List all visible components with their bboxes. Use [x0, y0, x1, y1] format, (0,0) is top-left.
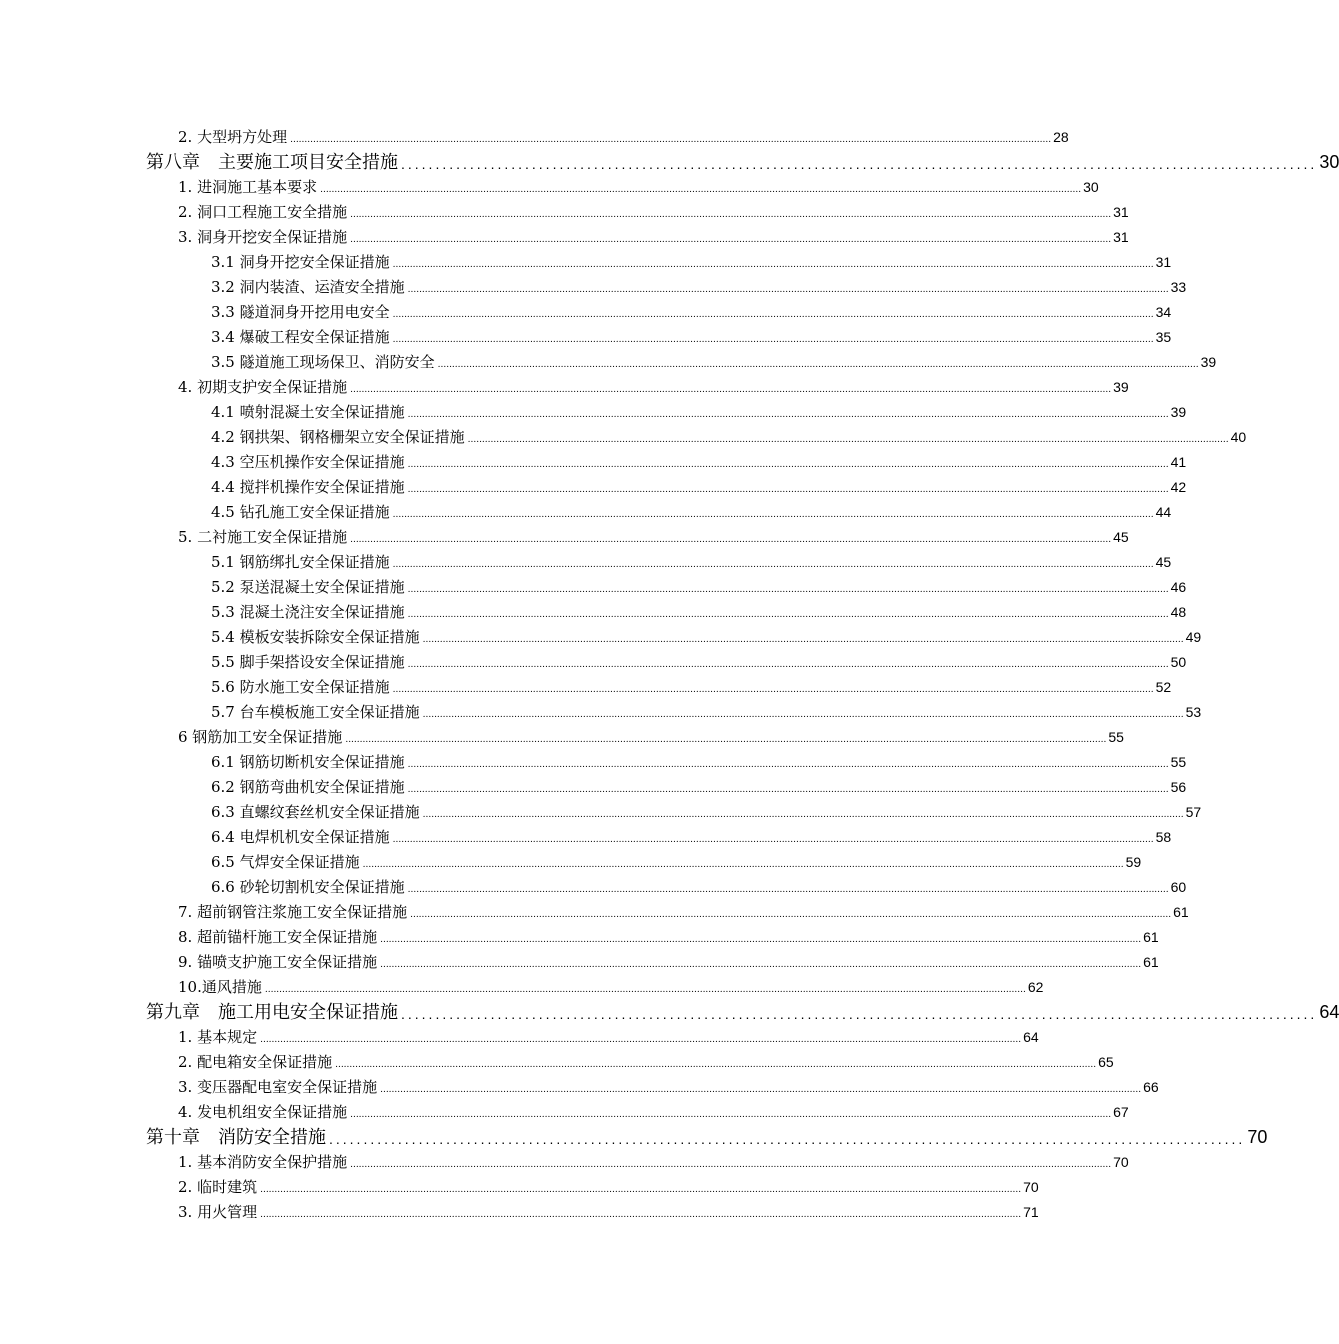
- toc-entry[interactable]: [0, 575, 1187, 600]
- toc-entry[interactable]: [0, 325, 1172, 350]
- toc-entry-label: 9. 锚喷支护施工安全保证措施: [178, 953, 378, 971]
- toc-page-number: 39: [1113, 379, 1129, 395]
- toc-page-number: 50: [1170, 654, 1187, 670]
- toc-page-number: 65: [1098, 1054, 1114, 1070]
- toc-dot-leader: ..........................................................................................................................................................................................................................................................................: [407, 785, 1169, 795]
- toc-page-number: 70: [1113, 1154, 1129, 1170]
- toc-entry[interactable]: [0, 800, 1202, 825]
- toc-dot-leader: ..........................................................................................................................................................................................................................................................................: [407, 410, 1169, 420]
- toc-entry[interactable]: [0, 625, 1202, 650]
- toc-entry-label: 5.4 模板安装拆除安全保证措施: [211, 628, 420, 646]
- toc-entry[interactable]: [0, 700, 1202, 725]
- toc-page-number: 64: [1319, 1002, 1339, 1022]
- toc-entry[interactable]: [0, 1025, 1039, 1050]
- toc-entry[interactable]: [0, 675, 1172, 700]
- toc-dot-leader: ..........................................................................................................................................................................................................................................................................: [290, 135, 1052, 145]
- toc-chapter-entry[interactable]: [0, 1125, 1268, 1150]
- toc-entry[interactable]: [0, 875, 1187, 900]
- toc-entry[interactable]: [0, 1050, 1114, 1075]
- toc-entry[interactable]: [0, 600, 1187, 625]
- toc-dot-leader: ..........................................................................................................................................................................................................................................................................: [264, 985, 1026, 995]
- toc-entry-label: 3.4 爆破工程安全保证措施: [211, 328, 390, 346]
- toc-entry[interactable]: [0, 1200, 1039, 1225]
- toc-entry[interactable]: [0, 550, 1172, 575]
- toc-page-number: 40: [1230, 429, 1247, 445]
- toc-entry-label: 1. 基本消防安全保护措施: [178, 1153, 348, 1171]
- toc-entry[interactable]: [0, 825, 1172, 850]
- toc-page-number: 53: [1185, 704, 1202, 720]
- toc-entry-label: 1. 基本规定: [178, 1028, 258, 1046]
- toc-entry[interactable]: [0, 525, 1129, 550]
- toc-page-number: 62: [1027, 979, 1044, 995]
- toc-page-number: 61: [1173, 904, 1189, 920]
- toc-page-number: 42: [1170, 479, 1187, 495]
- toc-dot-leader: ..........................................................................................................................................................................................................................................................................: [392, 835, 1154, 845]
- toc-entry-label: 6.1 钢筋切断机安全保证措施: [211, 753, 405, 771]
- toc-page-number: 52: [1155, 679, 1172, 695]
- toc-entry[interactable]: [0, 300, 1172, 325]
- toc-dot-leader: ..........................................................................................................................................................................................................................................................................: [335, 1060, 1097, 1070]
- toc-page-number: 55: [1108, 729, 1124, 745]
- toc-entry[interactable]: [0, 1150, 1129, 1175]
- toc-entry[interactable]: [0, 750, 1187, 775]
- toc-dot-leader: ..........................................................................................................................................................................................................................................................................: [392, 335, 1154, 345]
- toc-dot-leader: ..........................................................................................................................................................................................................................................................................: [407, 885, 1169, 895]
- toc-entry-label: 第九章 施工用电安全保证措施: [146, 1002, 398, 1022]
- toc-entry[interactable]: [0, 225, 1129, 250]
- toc-dot-leader: ..........................................................................................................................................................................................................................................................................: [350, 385, 1112, 395]
- toc-entry-label: 4.2 钢拱架、钢格栅架立安全保证措施: [211, 428, 465, 446]
- toc-entry-label: 2. 临时建筑: [178, 1178, 258, 1196]
- toc-entry[interactable]: [0, 350, 1217, 375]
- toc-entry-label: 3.1 洞身开挖安全保证措施: [211, 253, 390, 271]
- toc-dot-leader: ..........................................................................................................................................................................................................................................................................: [350, 1110, 1112, 1120]
- toc-dot-leader: ..........................................................................................................................................................................................................................................................................: [392, 310, 1154, 320]
- toc-chapter-entry[interactable]: [0, 150, 1339, 175]
- toc-dot-leader: ..........................................................................................................................................................................................................................................................................: [407, 610, 1169, 620]
- toc-entry-label: 5. 二衬施工安全保证措施: [178, 528, 348, 546]
- toc-dot-leader: ..........................................................................................................................................................................................................................................................................: [422, 635, 1184, 645]
- toc-entry-label: 7. 超前钢管注浆施工安全保证措施: [178, 903, 408, 921]
- toc-page-number: 56: [1170, 779, 1187, 795]
- toc-entry[interactable]: [0, 175, 1099, 200]
- toc-dot-leader: ..........................................................................................................................................................................................................................................................................: [350, 235, 1112, 245]
- toc-entry[interactable]: [0, 900, 1189, 925]
- toc-dot-leader: ..........................................................................................................................................................................................................................................................................: [410, 910, 1172, 920]
- toc-entry-label: 1. 进洞施工基本要求: [178, 178, 318, 196]
- toc-page-number: 70: [1247, 1127, 1268, 1147]
- toc-page-number: 67: [1113, 1104, 1129, 1120]
- toc-dot-leader: ..........................................................................................................................................................................................................................................................................: [392, 685, 1154, 695]
- toc-entry-label: 2. 洞口工程施工安全措施: [178, 203, 348, 221]
- toc-page-number: 31: [1155, 254, 1172, 270]
- toc-entry[interactable]: [0, 1100, 1129, 1125]
- toc-dot-leader: ..........................................................................................................................................................................................................................................................................: [320, 185, 1082, 195]
- toc-dot-leader: ..........................................................................................................................................................................................................................................................................: [407, 760, 1169, 770]
- toc-dot-leader: ..........................................................................................................................................................................................................................................................................: [407, 585, 1169, 595]
- toc-entry-label: 5.3 混凝土浇注安全保证措施: [211, 603, 405, 621]
- toc-dot-leader: ..........................................................................................................................................................................................................................................................................: [407, 285, 1169, 295]
- toc-dot-leader: ..........................................................................................................................................................................................................................................................................: [350, 535, 1112, 545]
- toc-page-number: 30: [1319, 152, 1339, 172]
- toc-page-number: 46: [1170, 579, 1187, 595]
- toc-page-number: 61: [1143, 954, 1159, 970]
- toc-entry[interactable]: [0, 725, 1124, 750]
- toc-entry[interactable]: [0, 975, 1044, 1000]
- toc-page-number: 39: [1200, 354, 1217, 370]
- toc-entry-label: 10.通风措施: [178, 978, 262, 996]
- toc-dot-leader: ..........................................................................................................................................................................................................................................................................: [437, 360, 1199, 370]
- toc-dot-leader: ..........................................................................................................................................................................................................................................................................: [350, 1160, 1112, 1170]
- toc-dot-leader: ..........................................................................................................................................................................................................................................................................: [260, 1185, 1022, 1195]
- toc-dot-leader: ..........................................................................................................................................................................................................................................................................: [392, 560, 1154, 570]
- toc-entry-label: 5.7 台车模板施工安全保证措施: [211, 703, 420, 721]
- toc-dot-leader: .....................................................................................................................................: [329, 1131, 1246, 1147]
- toc-entry-label: 5.2 泵送混凝土安全保证措施: [211, 578, 405, 596]
- toc-entry-label: 6.6 砂轮切割机安全保证措施: [211, 878, 405, 896]
- toc-entry-label: 4. 初期支护安全保证措施: [178, 378, 348, 396]
- toc-entry-label: 3.3 隧道洞身开挖用电安全: [211, 303, 390, 321]
- toc-page-number: 60: [1170, 879, 1187, 895]
- toc-page-number: 44: [1155, 504, 1172, 520]
- toc-entry-label: 2. 大型坍方处理: [178, 128, 288, 146]
- toc-entry[interactable]: [0, 650, 1187, 675]
- toc-entry-label: 4.4 搅拌机操作安全保证措施: [211, 478, 405, 496]
- toc-dot-leader: ..........................................................................................................................................................................................................................................................................: [422, 710, 1184, 720]
- toc-page-number: 55: [1170, 754, 1187, 770]
- toc-entry[interactable]: [0, 425, 1247, 450]
- toc-page-number: 34: [1155, 304, 1172, 320]
- toc-entry-label: 第八章 主要施工项目安全措施: [146, 152, 398, 172]
- toc-dot-leader: ..........................................................................................................................................................................................................................................................................: [380, 935, 1142, 945]
- toc-entry-label: 3. 洞身开挖安全保证措施: [178, 228, 348, 246]
- toc-entry-label: 4.1 喷射混凝土安全保证措施: [211, 403, 405, 421]
- toc-entry-label: 5.1 钢筋绑扎安全保证措施: [211, 553, 390, 571]
- toc-page-number: 41: [1170, 454, 1187, 470]
- toc-dot-leader: ..........................................................................................................................................................................................................................................................................: [350, 210, 1112, 220]
- toc-dot-leader: ..........................................................................................................................................................................................................................................................................: [407, 485, 1169, 495]
- toc-entry-label: 5.5 脚手架搭设安全保证措施: [211, 653, 405, 671]
- toc-entry[interactable]: [0, 950, 1159, 975]
- toc-dot-leader: .....................................................................................................................................: [401, 1006, 1318, 1022]
- toc-entry[interactable]: [0, 125, 1069, 150]
- toc-dot-leader: ..........................................................................................................................................................................................................................................................................: [407, 660, 1169, 670]
- toc-entry-label: 4. 发电机组安全保证措施: [178, 1103, 348, 1121]
- toc-page-number: 71: [1023, 1204, 1039, 1220]
- table-of-contents: [0, 125, 1339, 1225]
- toc-page-number: 31: [1113, 229, 1129, 245]
- toc-page-number: 57: [1185, 804, 1202, 820]
- toc-entry[interactable]: [0, 850, 1142, 875]
- toc-entry[interactable]: [0, 500, 1172, 525]
- toc-entry-label: 3.5 隧道施工现场保卫、消防安全: [211, 353, 435, 371]
- toc-dot-leader: ..........................................................................................................................................................................................................................................................................: [392, 510, 1154, 520]
- toc-dot-leader: ..........................................................................................................................................................................................................................................................................: [422, 810, 1184, 820]
- toc-chapter-entry[interactable]: [0, 1000, 1339, 1025]
- toc-dot-leader: ..........................................................................................................................................................................................................................................................................: [380, 1085, 1142, 1095]
- toc-entry[interactable]: [0, 250, 1172, 275]
- toc-page-number: 45: [1113, 529, 1129, 545]
- toc-dot-leader: .....................................................................................................................................: [401, 156, 1318, 172]
- toc-page-number: 49: [1185, 629, 1202, 645]
- toc-dot-leader: ..........................................................................................................................................................................................................................................................................: [467, 435, 1229, 445]
- toc-entry-label: 3. 变压器配电室安全保证措施: [178, 1078, 378, 1096]
- toc-entry-label: 6.5 气焊安全保证措施: [211, 853, 360, 871]
- toc-page-number: 48: [1170, 604, 1187, 620]
- toc-page-number: 61: [1143, 929, 1159, 945]
- toc-entry-label: 第十章 消防安全措施: [146, 1127, 326, 1147]
- toc-entry[interactable]: [0, 275, 1187, 300]
- toc-dot-leader: ..........................................................................................................................................................................................................................................................................: [260, 1035, 1022, 1045]
- toc-entry-label: 5.6 防水施工安全保证措施: [211, 678, 390, 696]
- toc-entry-label: 8. 超前锚杆施工安全保证措施: [178, 928, 378, 946]
- toc-page-number: 59: [1125, 854, 1142, 870]
- toc-page-number: 64: [1023, 1029, 1039, 1045]
- toc-dot-leader: ..........................................................................................................................................................................................................................................................................: [260, 1210, 1022, 1220]
- toc-entry-label: 6.2 钢筋弯曲机安全保证措施: [211, 778, 405, 796]
- toc-entry[interactable]: [0, 925, 1159, 950]
- toc-page-number: 45: [1155, 554, 1172, 570]
- toc-dot-leader: ..........................................................................................................................................................................................................................................................................: [380, 960, 1142, 970]
- toc-entry[interactable]: [0, 450, 1187, 475]
- toc-page-number: 28: [1053, 129, 1069, 145]
- toc-page-number: 66: [1143, 1079, 1159, 1095]
- toc-entry-label: 6.4 电焊机机安全保证措施: [211, 828, 390, 846]
- toc-page-number: 35: [1155, 329, 1172, 345]
- toc-dot-leader: ..........................................................................................................................................................................................................................................................................: [362, 860, 1124, 870]
- toc-entry-label: 3.2 洞内装渣、运渣安全措施: [211, 278, 405, 296]
- toc-entry[interactable]: [0, 375, 1129, 400]
- toc-entry[interactable]: [0, 1175, 1039, 1200]
- toc-entry[interactable]: [0, 475, 1187, 500]
- toc-entry[interactable]: [0, 400, 1187, 425]
- toc-page-number: 58: [1155, 829, 1172, 845]
- toc-entry-label: 6.3 直螺纹套丝机安全保证措施: [211, 803, 420, 821]
- toc-dot-leader: ..........................................................................................................................................................................................................................................................................: [407, 460, 1169, 470]
- toc-page-number: 70: [1023, 1179, 1039, 1195]
- toc-entry-label: 4.3 空压机操作安全保证措施: [211, 453, 405, 471]
- toc-dot-leader: ..........................................................................................................................................................................................................................................................................: [392, 260, 1154, 270]
- toc-page-number: 31: [1113, 204, 1129, 220]
- toc-entry-label: 2. 配电箱安全保证措施: [178, 1053, 333, 1071]
- toc-entry[interactable]: [0, 1075, 1159, 1100]
- toc-entry-label: 3. 用火管理: [178, 1203, 258, 1221]
- toc-page-number: 39: [1170, 404, 1187, 420]
- toc-entry-label: 4.5 钻孔施工安全保证措施: [211, 503, 390, 521]
- toc-page-number: 33: [1170, 279, 1187, 295]
- toc-dot-leader: ..........................................................................................................................................................................................................................................................................: [345, 735, 1107, 745]
- toc-entry[interactable]: [0, 775, 1187, 800]
- toc-page-number: 30: [1083, 179, 1099, 195]
- toc-entry[interactable]: [0, 200, 1129, 225]
- toc-entry-label: 6 钢筋加工安全保证措施: [178, 728, 343, 746]
